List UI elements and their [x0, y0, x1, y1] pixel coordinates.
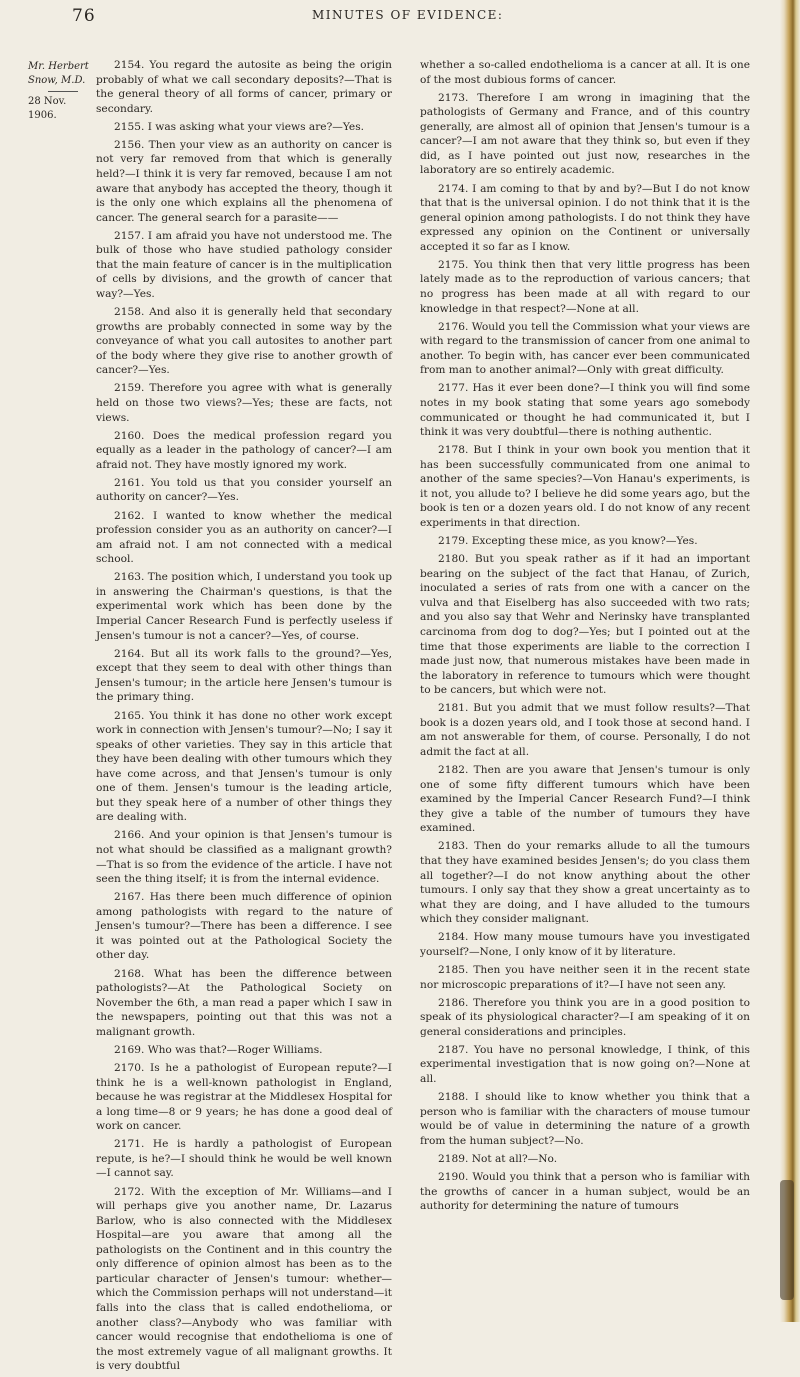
paragraph: 2166. And your opinion is that Jensen's tumour is not what should be classified as a malignant growth?—That is so from the evidence of the article. I have not seen the thing itself; it is from the internal evidence. [96, 829, 392, 886]
left-column [96, 58, 392, 1377]
paragraph: 2183. Then do your remarks allude to all the tumours that they have examined besides Jensen's; do you class them all together?—I do not know anything about the other tumours. I only say that they show a great uncertainty as to what they are doing, and I have alluded to the tumours which they consider malignant. [420, 840, 750, 926]
paragraph: 2176. Would you tell the Commission what your views are with regard to the transmission of cancer from one animal to another. To begin with, has cancer ever been communicated from man to another animal?—Only with great difficulty. [420, 320, 750, 377]
witness-name: Mr. Herbert Snow, M.D. [28, 61, 89, 86]
paragraph: 2167. Has there been much difference of opinion among pathologists with regard to the nature of Jensen's tumour?—There has been a difference. I see it was pointed out at the Pathological Society the other day. [96, 891, 392, 962]
evidence-date: 28 Nov. 1906. [28, 96, 67, 121]
paragraph: 2162. I wanted to know whether the medical profession consider you as an authority on cancer?—I am afraid not. I am not connected with a medical school. [96, 509, 392, 566]
paragraph: 2187. You have no personal knowledge, I think, of this experimental investigation that is now going on?—None at all. [420, 1043, 750, 1085]
right-column [420, 58, 750, 1217]
paragraph: 2190. Would you think that a person who is familiar with the growths of cancer in a human subject, would be an authority for determining the nature of tumours [420, 1171, 750, 1213]
paragraph: 2178. But I think in your own book you mention that it has been successfully communicated from one animal to another of the same species?—Von Hanau's experiments, is it not, you allude to? I believe he did some years ago, but the book is ten or a dozen years old. I do not know of any recent experiments in that direction. [420, 444, 750, 529]
paragraph: 2156. Then your view as an authority on cancer is not very far removed from that which is generally held?—I think it is very far removed, because I am not aware that anybody has accepted the theory, though it is the only one which explains all the phenomena of cancer. The general search for a parasite—— [96, 138, 392, 224]
paragraph: 2159. Therefore you agree with what is generally held on those two views?—Yes; these are facts, not views. [96, 382, 392, 424]
paragraph: 2175. You think then that very little progress has been lately made as to the reproduction of various cancers; that no progress has been made at all with regard to our knowledge in that respect?—None at all. [420, 258, 750, 315]
page-edge [780, 0, 800, 1322]
margin-note [28, 60, 98, 123]
paragraph: 2163. The position which, I understand you took up in answering the Chairman's questions, is that the experimental work which has been done by the Imperial Cancer Research Fund is perfectly useless if Jensen's tumour is not a cancer?—Yes, of course. [96, 571, 392, 642]
paragraph: 2185. Then you have neither seen it in the recent state nor microscopic preparations of it?—I have not seen any. [420, 963, 750, 991]
paragraph: 2177. Has it ever been done?—I think you will find some notes in my book stating that some years ago somebody communicated or thought he had communicated it, but I think it was very doubtful—there is nothing authentic. [420, 382, 750, 439]
paragraph: 2154. You regard the autosite as being the origin probably of what we call secondary deposits?—That is the general theory of all forms of cancer, primary or secondary. [96, 59, 392, 115]
paragraph: 2158. And also it is generally held that secondary growths are probably connected in some way by the conveyance of what you call autosites to another part of the body where they give rise to another growth of cancer?—Yes. [96, 306, 392, 377]
paragraph: 2157. I am afraid you have not understood me. The bulk of those who have studied pathology consider that the main feature of cancer is in the multiplication of cells by divisions, and the growth of cancer that way?—Yes. [96, 229, 392, 300]
paragraph: 2170. Is he a pathologist of European repute?—I think he is a well-known pathologist in England, because he was registrar at the Middlesex Hospital for a long time—8 or 9 years; he has done a good deal of work on cancer. [96, 1062, 392, 1133]
paragraph: 2155. I was asking what your views are?—Yes. [114, 120, 364, 133]
paragraph: 2160. Does the medical profession regard you equally as a leader in the pathology of cancer?—I am afraid not. They have mostly ignored my work. [96, 429, 392, 471]
paragraph: 2164. But all its work falls to the ground?—Yes, except that they seem to deal with other things than Jensen's tumour; in the article here Jensen's tumour is the primary thing. [96, 647, 392, 704]
paragraph: 2169. Who was that?—Roger Williams. [114, 1043, 323, 1056]
paragraph: 2182. Then are you aware that Jensen's tumour is only one of some fifty different tumours which have been examined by the Imperial Cancer Research Fund?—I think they give a table of the number of tumours they have examined. [420, 764, 750, 835]
paragraph: whether a so-called endothelioma is a cancer at all. It is one of the most dubious forms of cancer. [420, 59, 750, 86]
paragraph: 2188. I should like to know whether you think that a person who is familiar with the characters of mouse tumour would be of value in determining the nature of a growth from the human subject?—No. [420, 1091, 750, 1147]
edge-stain [780, 1180, 794, 1300]
paragraph: 2181. But you admit that we must follow results?—That book is a dozen years old, and I took those at second hand. I am not answerable for them, of course. Personally, I do not admit the fact at all. [420, 702, 750, 758]
paragraph: 2180. But you speak rather as if it had an important bearing on the subject of the fact that Hanau, of Zurich, inoculated a series of rats from one with a cancer on the vulva and that Eiselberg has also succeeded with two rats; and you also say that Wehr and Nerinsky have transplanted carcinoma from dog to dog?—Yes; but I pointed out at the time that those experiments are liable to the correction I made just now, that numerous mistakes have been made in the laboratory in reference to tumours which were thought to be cancers, but which were not. [420, 553, 750, 697]
paragraph: 2174. I am coming to that by and by?—But I do not know that that is the universal opinion. I do not think that it is the general opinion among pathologists. I do not think they have expressed any opinion on the Continent or universally accepted it so far as I know. [420, 182, 750, 253]
paragraph: 2173. Therefore I am wrong in imagining that the pathologists of Germany and France, and of this country generally, are almost all of opinion that Jensen's tumour is a cancer?—I am not aware that they think so, but even if they did, as I have pointed out just now, researches in the laboratory are so entirely academic. [420, 91, 750, 177]
page-number: 76 [72, 6, 96, 26]
margin-rule [48, 91, 78, 92]
paragraph: 2171. He is hardly a pathologist of European repute, is he?—I should think he would be well known—I cannot say. [96, 1138, 392, 1180]
paragraph: 2168. What has been the difference between pathologists?—At the Pathological Society on November the 6th, a man read a paper which I saw in the newspapers, pointing out that this was not a malignant growth. [96, 967, 392, 1038]
paragraph: 2179. Excepting these mice, as you know?—Yes. [438, 535, 698, 548]
paragraph: 2172. With the exception of Mr. Williams—and I will perhaps give you another name, Dr. Lazarus Barlow, who is also connected with the Middlesex Hospital—are you aware that among all the pathologists on the Continent and in this country the only difference of opinion almost has been as to the particular character of Jensen's tumour: whether—which the Commission perhaps will not understand—it falls into the class that is called endothelioma, or another class?—Anybody who was familiar with cancer would recognise that endothelioma is one of the most extremely vague of all malignant growths. It is very doubtful [96, 1185, 392, 1373]
running-title: MINUTES OF EVIDENCE: [312, 8, 504, 22]
paragraph: 2184. How many mouse tumours have you investigated yourself?—None, I only know of it by literature. [420, 931, 750, 958]
paragraph: 2161. You told us that you consider yourself an authority on cancer?—Yes. [96, 476, 392, 504]
paragraph: 2186. Therefore you think you are in a good position to speak of its physiological character?—I am speaking of it on general considerations and principles. [420, 996, 750, 1038]
paragraph: 2189. Not at all?—No. [438, 1152, 558, 1165]
paragraph: 2165. You think it has done no other work except work in connection with Jensen's tumour?—No; I say it speaks of other varieties. They say in this article that they have been dealing with other tumours which they have come across, and that Jensen's tumour is only one of them. Jensen's tumour is the leading article, but they speak here of a number of other things they are dealing with. [96, 709, 392, 824]
